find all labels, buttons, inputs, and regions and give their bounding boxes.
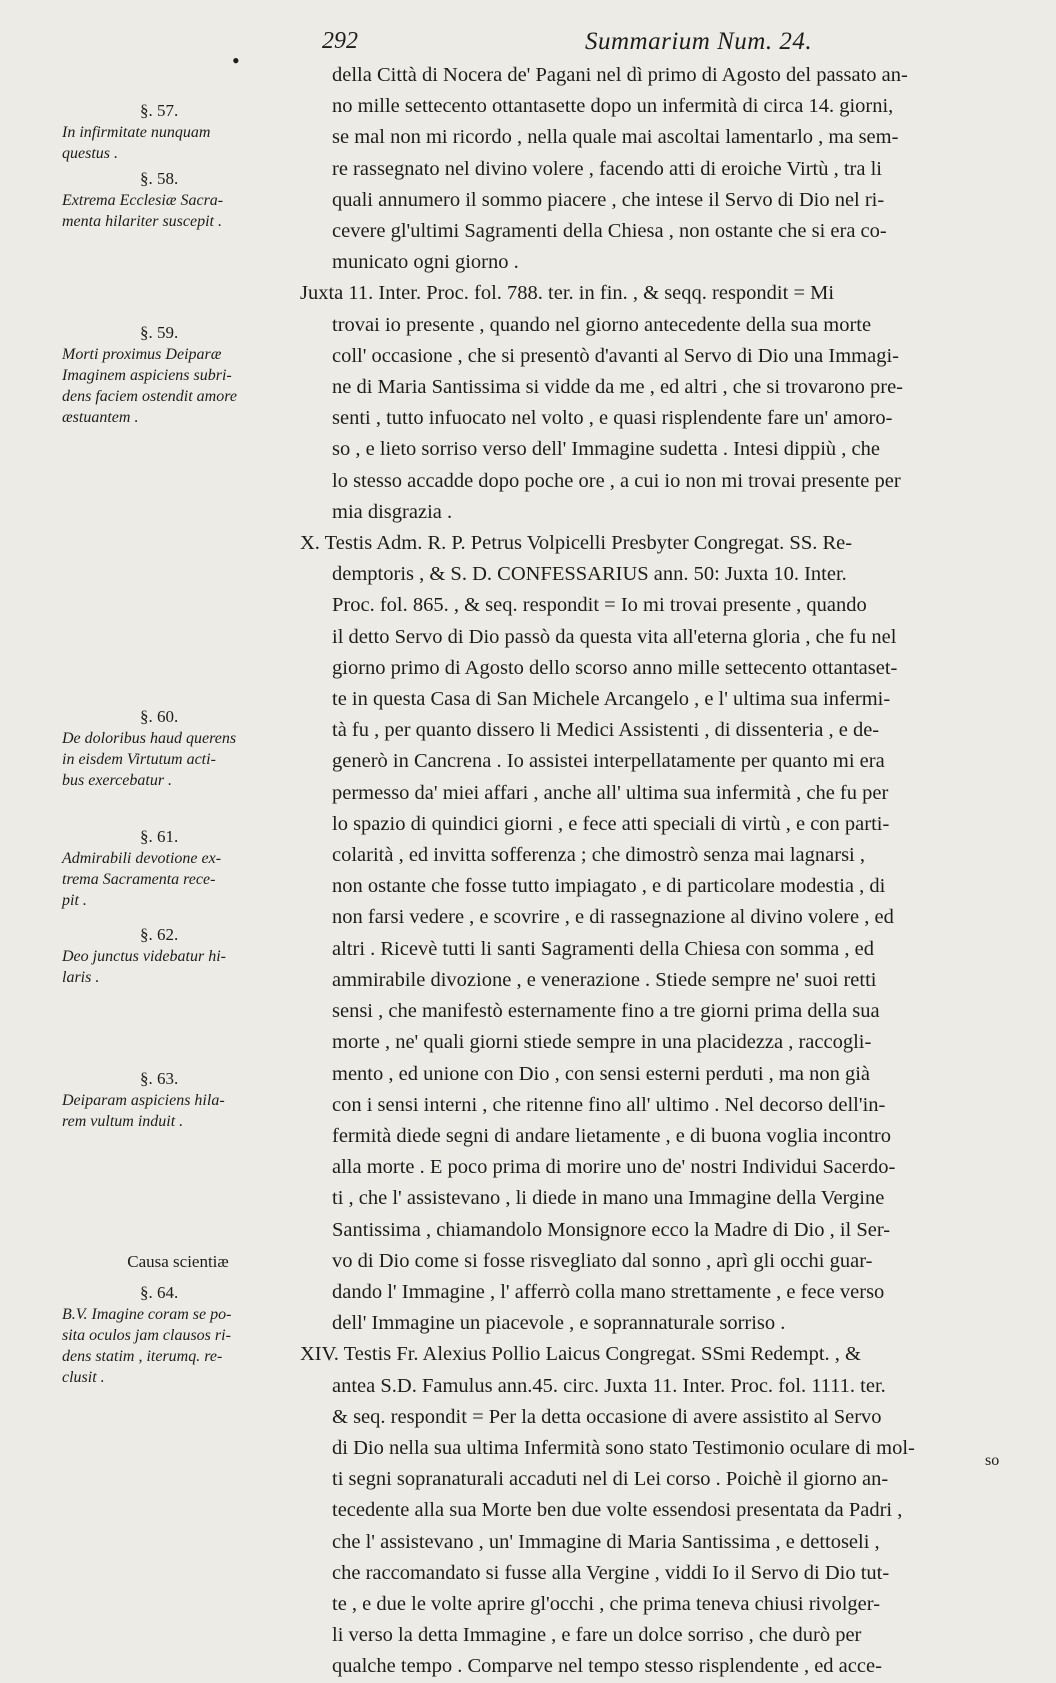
margin-note-62 [62, 924, 294, 988]
section-mark: §. 59. [140, 323, 179, 342]
text-line: giorno primo di Agosto dello scorso anno mille settecento ottantaset- [332, 656, 898, 679]
note-line: bus exercebatur . [62, 772, 173, 789]
text-line: no mille settecento ottantasette dopo un infermità di circa 14. giorni, [332, 95, 894, 118]
section-mark: §. 63. [140, 1069, 179, 1088]
text-line: demptoris , & S. D. CONFESSARIUS ann. 50: Juxta 10. Inter. [332, 563, 847, 586]
note-line: Morti proximus Deiparæ [62, 346, 222, 363]
main-text [300, 60, 1020, 1683]
margin-note-63 [62, 1068, 294, 1132]
text-line: re rassegnato nel divino volere , facendo atti di eroiche Virtù , tra li [332, 157, 882, 180]
note-line: pit . [62, 892, 87, 909]
text-line: fermità diede segni di andare lietamente , e di buona voglia incontro [332, 1124, 891, 1147]
text-line: ne di Maria Santissima si vidde da me , ed altri , che si trovarono pre- [332, 376, 903, 399]
text-line: non farsi vedere , e scovrire , e di rassegnazione al divino volere , ed [332, 906, 894, 929]
note-line: sita oculos jam clausos ri- [62, 1327, 231, 1344]
margin-note-59 [62, 322, 294, 428]
text-line: lo stesso accadde dopo poche ore , a cui io non mi trovai presente per [332, 469, 901, 492]
note-line: B.V. Imagine coram se po- [62, 1306, 232, 1323]
text-line: dell' Immagine un piacevole , e soprannaturale sorriso . [332, 1312, 786, 1335]
text-line: so , e lieto sorriso verso dell' Immagine sudetta . Intesi dippiù , che [332, 438, 880, 461]
running-head: Summarium Num. 24. [585, 28, 813, 55]
text-line: della Città di Nocera de' Pagani nel dì primo di Agosto del passato an- [332, 64, 908, 86]
text-line: dando l' Immagine , l' afferrò colla mano strettamente , e fece verso [332, 1280, 885, 1303]
note-line: Deiparam aspiciens hila- [62, 1092, 225, 1109]
text-line: che raccomandato si fusse alla Vergine , viddi Io il Servo di Dio tut- [332, 1561, 890, 1584]
note-line: rem vultum induit . [62, 1113, 184, 1130]
text-line: che l' assistevano , un' Immagine di Maria Santissima , e dettoseli , [332, 1530, 880, 1553]
note-line: Admirabili devotione ex- [62, 850, 222, 867]
text-line: Proc. fol. 865. , & seq. respondit = Io mi trovai presente , quando [332, 594, 867, 617]
margin-note-60 [62, 706, 294, 791]
page-header [0, 28, 1056, 73]
text-line: generò in Cancrena . Io assistei interpellatamente per quanto mi era [332, 750, 885, 773]
catchword: so [985, 1452, 1000, 1469]
text-line: morte , ne' quali giorni stiede sempre in una placidezza , raccogli- [332, 1031, 872, 1054]
text-line: ti , che l' assistevano , li diede in mano una Immagine della Vergine [332, 1187, 885, 1210]
text-line: municato ogni giorno . [332, 251, 519, 274]
text-line: li verso la detta Immagine , e fare un dolce sorriso , che durò per [332, 1624, 862, 1647]
text-line: di Dio nella sua ultima Infermità sono stato Testimonio oculare di mol- [332, 1436, 915, 1459]
text-line: quali annumero il sommo piacere , che intese il Servo di Dio nel ri- [332, 188, 885, 211]
text-line: Juxta 11. Inter. Proc. fol. 788. ter. in fin. , & seqq. respondit = Mi [300, 282, 835, 305]
text-line: alla morte . E poco prima di morire uno de' nostri Individui Sacerdo- [332, 1156, 896, 1179]
text-line: non ostante che fosse tutto impiagato , e di particolare modestia , di [332, 875, 886, 898]
text-line: vo di Dio come si fosse risvegliato dal sonno , aprì gli occhi guar- [332, 1249, 873, 1272]
text-line: antea S.D. Famulus ann.45. circ. Juxta 11. Inter. Proc. fol. 1111. ter. [332, 1374, 886, 1397]
page-number: 292 [322, 28, 358, 54]
text-line: sensi , che manifestò esternamente fino a tre giorni prima della sua [332, 1000, 880, 1023]
note-line: dens statim , iterumq. re- [62, 1348, 223, 1365]
text-line: XIV. Testis Fr. Alexius Pollio Laicus Congregat. SSmi Redempt. , & [300, 1343, 861, 1366]
text-line: con i sensi interni , che ritenne fino all' ultimo . Nel decorso dell'in- [332, 1093, 886, 1116]
section-mark: §. 62. [140, 925, 179, 944]
note-line: Extrema Ecclesiæ Sacra- [62, 192, 224, 209]
margin-note-64 [62, 1252, 294, 1388]
text-line: mia disgrazia . [332, 500, 453, 523]
section-mark: §. 60. [140, 707, 179, 726]
text-line: coll' occasione , che si presentò d'avanti al Servo di Dio una Immagi- [332, 344, 899, 367]
causa-scientiae-heading: Causa scientiæ [127, 1252, 229, 1271]
note-line: æstuantem . [62, 409, 139, 426]
text-line: cevere gl'ultimi Sagramenti della Chiesa , non ostante che si era co- [332, 220, 887, 243]
section-mark: §. 58. [140, 169, 179, 188]
text-line: altri . Ricevè tutti li santi Sagramenti della Chiesa con somma , ed [332, 937, 874, 960]
text-line: lo spazio di quindici giorni , e fece atti speciali di virtù , e con parti- [332, 812, 890, 835]
text-line: il detto Servo di Dio passò da questa vita all'eterna gloria , che fu nel [332, 625, 897, 648]
text-line: & seq. respondit = Per la detta occasione di avere assistito al Servo [332, 1405, 882, 1428]
note-line: dens faciem ostendit amore [62, 388, 237, 405]
text-line: tecedente alla sua Morte ben due volte essendosi presentata da Padri , [332, 1499, 903, 1522]
text-line: te in questa Casa di San Michele Arcangelo , e l' ultima sua infermi- [332, 688, 891, 711]
note-line: in eisdem Virtutum acti- [62, 751, 216, 768]
body-text [300, 60, 1020, 1683]
text-line: senti , tutto infuocato nel volto , e quasi risplendente fare un' amoro- [332, 407, 893, 430]
note-line: Imaginem aspiciens subri- [62, 367, 232, 384]
text-line: se mal non mi ricordo , nella quale mai ascoltai lamentarlo , ma sem- [332, 126, 899, 149]
text-line: qualche tempo . Comparve nel tempo stesso risplendente , ed acce- [332, 1655, 882, 1678]
note-line: clusit . [62, 1369, 105, 1386]
note-line: questus . [62, 145, 118, 162]
note-line: trema Sacramenta rece- [62, 871, 216, 888]
note-line: Deo junctus videbatur hi- [62, 948, 226, 965]
margin-note-57 [62, 100, 294, 164]
text-line: ammirabile divozione , e venerazione . Stiede sempre ne' suoi retti [332, 968, 877, 991]
section-mark: §. 61. [140, 827, 179, 846]
text-line: mento , ed unione con Dio , con sensi esterni perduti , ma non già [332, 1062, 871, 1085]
note-line: De doloribus haud querens [62, 730, 237, 747]
margin-note-61 [62, 826, 294, 911]
note-line: In infirmitate nunquam [62, 124, 211, 141]
ornament-dot: • [232, 48, 240, 73]
text-line: colarità , ed invitta sofferenza ; che dimostrò senza mai lagnarsi , [332, 844, 865, 867]
section-mark: §. 57. [140, 101, 179, 120]
section-mark: §. 64. [140, 1283, 179, 1302]
text-line: te , e due le volte aprire gl'occhi , che prima teneva chiusi rivolger- [332, 1592, 881, 1615]
note-line: menta hilariter suscepit . [62, 213, 222, 230]
text-line: ti segni sopranaturali accaduti nel di Lei corso . Poichè il giorno an- [332, 1468, 889, 1491]
text-line: trovai io presente , quando nel giorno antecedente della sua morte [332, 313, 872, 336]
text-line: X. Testis Adm. R. P. Petrus Volpicelli Presbyter Congregat. SS. Re- [300, 532, 853, 555]
text-line: tà fu , per quanto dissero li Medici Assistenti , di dissenteria , e de- [332, 719, 880, 742]
text-line: Santissima , chiamandolo Monsignore ecco la Madre di Dio , il Ser- [332, 1218, 891, 1241]
margin-note-58 [62, 168, 294, 232]
note-line: laris . [62, 969, 100, 986]
text-line: permesso da' miei affari , anche all' ultima sua infermità , che fu per [332, 781, 889, 804]
